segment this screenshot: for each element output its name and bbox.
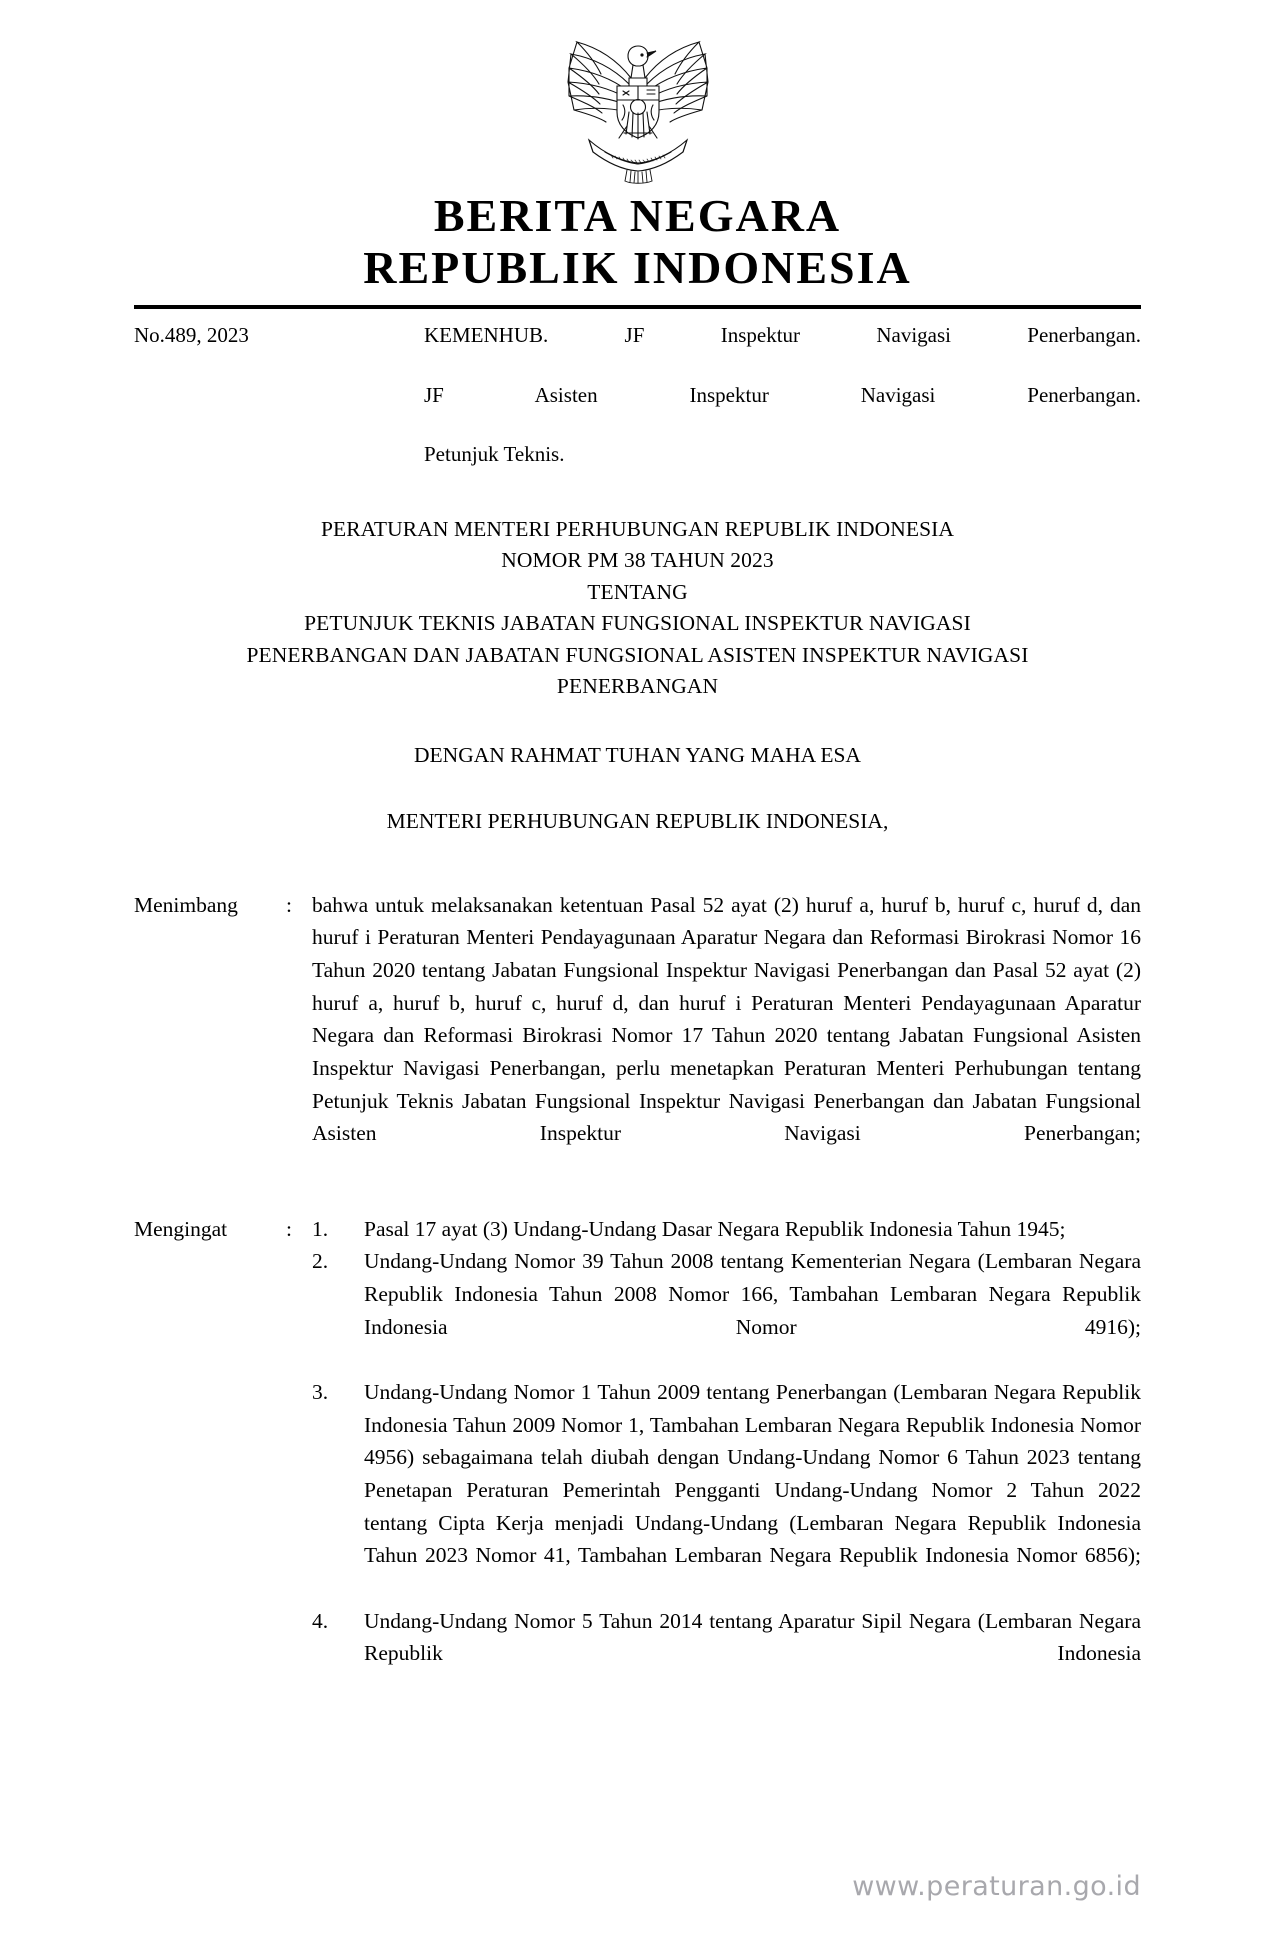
invocation-line: DENGAN RAHMAT TUHAN YANG MAHA ESA [414,743,861,768]
regulation-subject-line: PETUNJUK TEKNIS JABATAN FUNGSIONAL INSPEKTUR NAVIGASI [304,611,971,636]
footer-watermark: www.peraturan.go.id [852,1871,1141,1902]
list-item-text: Pasal 17 ayat (3) Undang-Undang Dasar Negara Republik Indonesia Tahun 1945; [364,1216,1066,1241]
clause-menimbang-paragraph: bahwa untuk melaksanakan ketentuan Pasal 52 ayat (2) huruf a, huruf b, huruf c, huruf d, dan huruf i Peraturan Menteri Pendayagunaan Aparatur Negara dan Reformasi Birokrasi Nomor 16 Tahun 2020 tentang Jabatan Fungsional Inspektur Navigasi Penerbangan dan Pasal 52 ayat (2) huruf a, huruf b, huruf c, huruf d, dan huruf i Peraturan Menteri Pendayagunaan Aparatur Negara dan Reformasi Birokrasi Nomor 17 Tahun 2020 tentang Jabatan Fungsional Asisten Inspektur Navigasi Penerbangan, perlu menetapkan Peraturan Menteri Perhubungan tentang Petunjuk Teknis Jabatan Fungsional Inspektur Navigasi Penerbangan dan Jabatan Fungsional Asisten Inspektur Navigasi Penerbangan; [312,892,1141,1146]
mengingat-list-item [312,1213,1141,1246]
clause-menimbang-body [312,889,1141,1183]
emblem-container [134,0,1141,184]
regulation-subject-line: PENERBANGAN DAN JABATAN FUNGSIONAL ASISTEN INSPEKTUR NAVIGASI [246,642,1029,667]
issuing-authority-line: MENTERI PERHUBUNGAN REPUBLIK INDONESIA, [386,808,889,833]
clause-mengingat-label: Mengingat [134,1216,228,1241]
regulation-number-line: NOMOR PM 38 TAHUN 2023 [501,548,774,573]
list-item-marker: 1. [312,1216,329,1241]
gazette-meta-row [134,321,1141,470]
mengingat-list-item [312,1376,1141,1605]
clauses-container [134,889,1141,1703]
regulation-tentang-label: TENTANG [587,579,688,604]
clause-mengingat-colon: : [286,1216,292,1241]
masthead-divider-rule [134,305,1141,309]
gazette-subject-line: KEMENHUB. JF Inspektur Navigasi Penerbangan. [424,323,1141,348]
list-item-marker: 3. [312,1380,329,1405]
clause-mengingat [134,1213,1141,1703]
clause-menimbang-label: Menimbang [134,892,238,917]
garuda-pancasila-emblem [543,34,733,184]
gazette-subject-line: Petunjuk Teknis. [424,442,565,467]
clause-menimbang-colon: : [286,892,292,917]
masthead-title-line-1: BERITA NEGARA [433,190,842,241]
gazette-subject-line: JF Asisten Inspektur Navigasi Penerbangan. [424,382,1141,407]
mengingat-list [312,1213,1141,1703]
regulation-title-block [134,514,1141,702]
masthead [134,190,1141,293]
list-item-text: Undang-Undang Nomor 1 Tahun 2009 tentang Penerbangan (Lembaran Negara Republik Indonesia Tahun 2009 Nomor 1, Tambahan Lembaran Negara Republik Indonesia Nomor 4956) sebagaimana telah diubah dengan Undang-Undang Nomor 6 Tahun 2023 tentang Penetapan Peraturan Pemerintah Pengganti Undang-Undang Nomor 2 Tahun 2022 tentang Cipta Kerja menjadi Undang-Undang (Lembaran Negara Republik Indonesia Tahun 2023 Nomor 41, Tambahan Lembaran Negara Republik Indonesia Nomor 6856); [364,1380,1141,1568]
regulation-title-line: PERATURAN MENTERI PERHUBUNGAN REPUBLIK INDONESIA [320,517,955,542]
gazette-subject-block [424,321,1141,470]
mengingat-list-item [312,1605,1141,1703]
clause-menimbang [134,889,1141,1183]
list-item-text: Undang-Undang Nomor 5 Tahun 2014 tentang Aparatur Sipil Negara (Lembaran Negara Republik Indonesia [364,1608,1141,1666]
clause-mengingat-body [312,1213,1141,1703]
regulation-subject-line: PENERBANGAN [556,673,719,698]
list-item-text: Undang-Undang Nomor 39 Tahun 2008 tentang Kementerian Negara (Lembaran Negara Republik Indonesia Tahun 2008 Nomor 166, Tambahan Lembaran Negara Republik Indonesia Nomor 4916); [364,1249,1141,1339]
list-item-marker: 4. [312,1608,329,1633]
list-item-marker: 2. [312,1249,329,1274]
mengingat-list-item [312,1245,1141,1376]
masthead-title-line-2: REPUBLIK INDONESIA [363,241,912,293]
gazette-number: No.489, 2023 [134,323,249,348]
